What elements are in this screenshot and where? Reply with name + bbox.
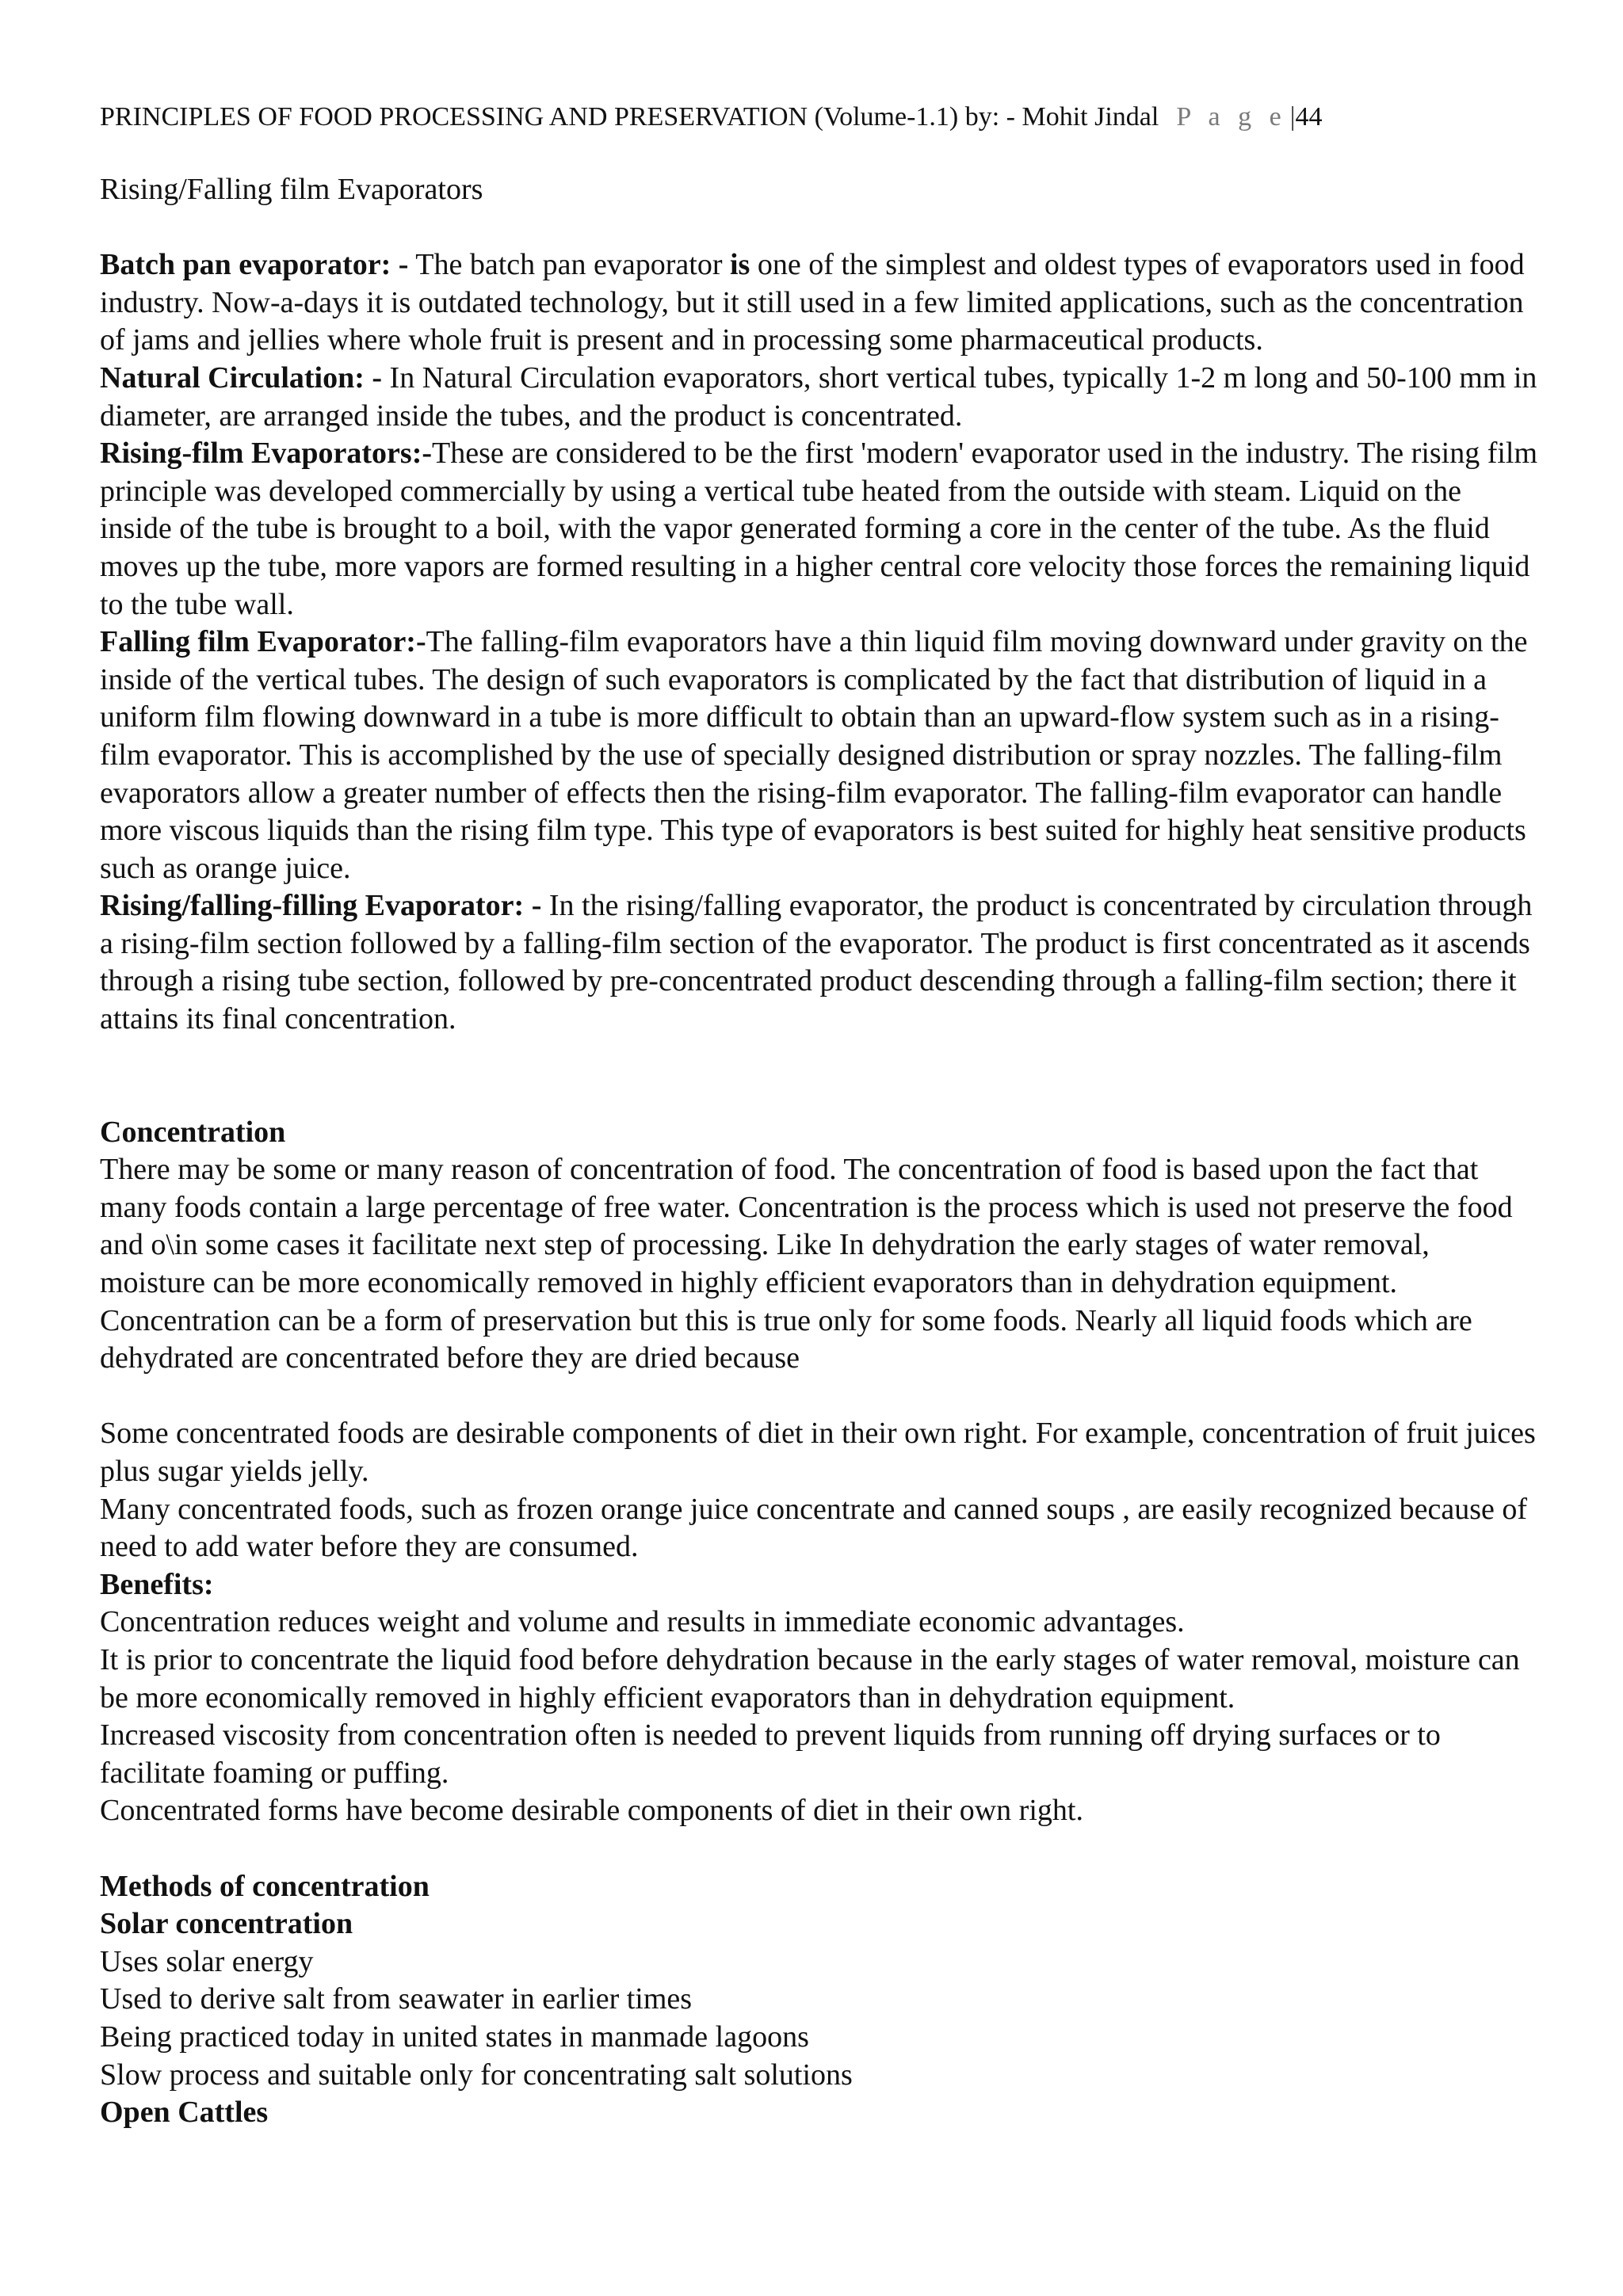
heading-open-cattles <box>100 2094 1541 2132</box>
text-natural-circulation: In Natural Circulation evaporators, short vertical tubes, typically 1-2 m long and 50-100 mm in diameter, are arranged inside the tubes, and the product is concentrated. <box>100 360 1537 433</box>
paragraph-falling-film <box>100 624 1541 887</box>
text-batch-pan: one of the simplest and oldest types of evaporators used in food industry. Now-a-days it is outdated technology, but it still used in a few limited applications, such as the concentration of jams and jellies where whole fruit is present and in processing some pharmaceutical products. <box>100 248 1525 357</box>
paragraph-concentration-1: There may be some or many reason of concentration of food. The concentration of food is based upon the fact that many foods contain a large percentage of free water. Concentration is the process which is used not preserve the food and o\in some cases it facilitate next step of processing. Like In dehydration the early stages of water removal, moisture can be more economically removed in highly efficient evaporators than in dehydration equipment. Concentration can be a form of preservation but this is true only for some foods. Nearly all liquid foods which are dehydrated are concentrated before they are dried because <box>100 1153 1513 1375</box>
solar-item: Slow process and suitable only for concentrating salt solutions <box>100 2058 853 2092</box>
term-rising-film: Rising-film Evaporators:- <box>100 437 433 471</box>
term-batch-pan: Batch pan evaporator: - <box>100 248 409 282</box>
term-falling-film: Falling film Evaporator:- <box>100 625 426 659</box>
benefit-item: Increased viscosity from concentration often is needed to prevent liquids from running off drying surfaces or to facilitate foaming or puffing. <box>100 1718 1441 1790</box>
page-number: 44 <box>1295 102 1323 132</box>
heading-methods <box>100 1868 1541 1906</box>
heading-methods-text: Methods of concentration <box>100 1869 430 1903</box>
term-rising-falling: Rising/falling-filling Evaporator: - <box>100 889 542 923</box>
paragraph-rising-falling <box>100 887 1541 1038</box>
heading-solar <box>100 1905 1541 1943</box>
solar-item: Being practiced today in united states in manmade lagoons <box>100 2019 809 2054</box>
heading-solar-text: Solar concentration <box>100 1907 353 1941</box>
text-batch-pan-pre: The batch pan evaporator <box>408 248 730 282</box>
term-natural-circulation: Natural Circulation: - <box>100 360 383 395</box>
text-rising-falling: In the rising/falling evaporator, the product is concentrated by circulation through a rising-film section followed by a falling-film section of the evaporator. The product is first concentrated as it ascends through a rising tube section, followed by pre-concentrated product descending through a falling-film section; there it attains its final concentration. <box>100 889 1533 1036</box>
header-title: PRINCIPLES OF FOOD PROCESSING AND PRESERVATION (Volume-1.1) by: - Mohit Jindal <box>100 102 1159 132</box>
paragraph-concentration-2: Some concentrated foods are desirable components of diet in their own right. For example, concentration of fruit juices plus sugar yields jelly. <box>100 1417 1536 1488</box>
running-header <box>100 98 1526 136</box>
heading-concentration <box>100 1114 1541 1152</box>
heading-benefits-text: Benefits: <box>100 1567 214 1601</box>
solar-item: Uses solar energy <box>100 1944 314 1978</box>
solar-item: Used to derive salt from seawater in earlier times <box>100 1982 693 2016</box>
section-title: Rising/Falling film Evaporators <box>100 173 483 206</box>
heading-open-cattles-text: Open Cattles <box>100 2096 269 2130</box>
page-label: P a g e <box>1176 102 1287 132</box>
body-content <box>100 171 1541 2132</box>
benefit-item: Concentration reduces weight and volume and results in immediate economic advantages. <box>100 1605 1185 1639</box>
paragraph-rising-film <box>100 435 1541 624</box>
emphasis-is: is <box>729 248 750 282</box>
benefit-item: It is prior to concentrate the liquid food before dehydration because in the early stages of water removal, moisture can be more economically removed in highly efficient evaporators than in dehydration equipment. <box>100 1642 1520 1714</box>
paragraph-natural-circulation <box>100 360 1541 435</box>
text-falling-film: The falling-film evaporators have a thin liquid film moving downward under gravity on the inside of the vertical tubes. The design of such evaporators is complicated by the fact that distribution of liquid in a uniform film flowing downward in a tube is more difficult to obtain than an upward-flow system such as in a rising- film evaporator. This is accomplished by the use of specially designed distribution or spray nozzles. The falling-film evaporators allow a greater number of effects then the rising-film evaporator. The falling-film evaporator can handle more viscous liquids than the rising film type. This type of evaporators is best suited for highly heat sensitive products such as orange juice. <box>100 625 1528 885</box>
paragraph-batch-pan <box>100 246 1541 360</box>
heading-concentration-text: Concentration <box>100 1115 286 1149</box>
benefit-item: Concentrated forms have become desirable components of diet in their own right. <box>100 1794 1083 1828</box>
heading-benefits <box>100 1566 1541 1604</box>
paragraph-concentration-3: Many concentrated foods, such as frozen orange juice concentrate and canned soups , are easily recognized because of need to add water before they are consumed. <box>100 1492 1528 1564</box>
page-separator: | <box>1289 102 1296 132</box>
text-rising-film: These are considered to be the first 'modern' evaporator used in the industry. The rising film principle was developed commercially by using a vertical tube heated from the outside with steam. Liquid on the inside of the tube is brought to a boil, with the vapor generated forming a core in the center of the tube. As the fluid moves up the tube, more vapors are formed resulting in a higher central core velocity those forces the remaining liquid to the tube wall. <box>100 437 1538 621</box>
